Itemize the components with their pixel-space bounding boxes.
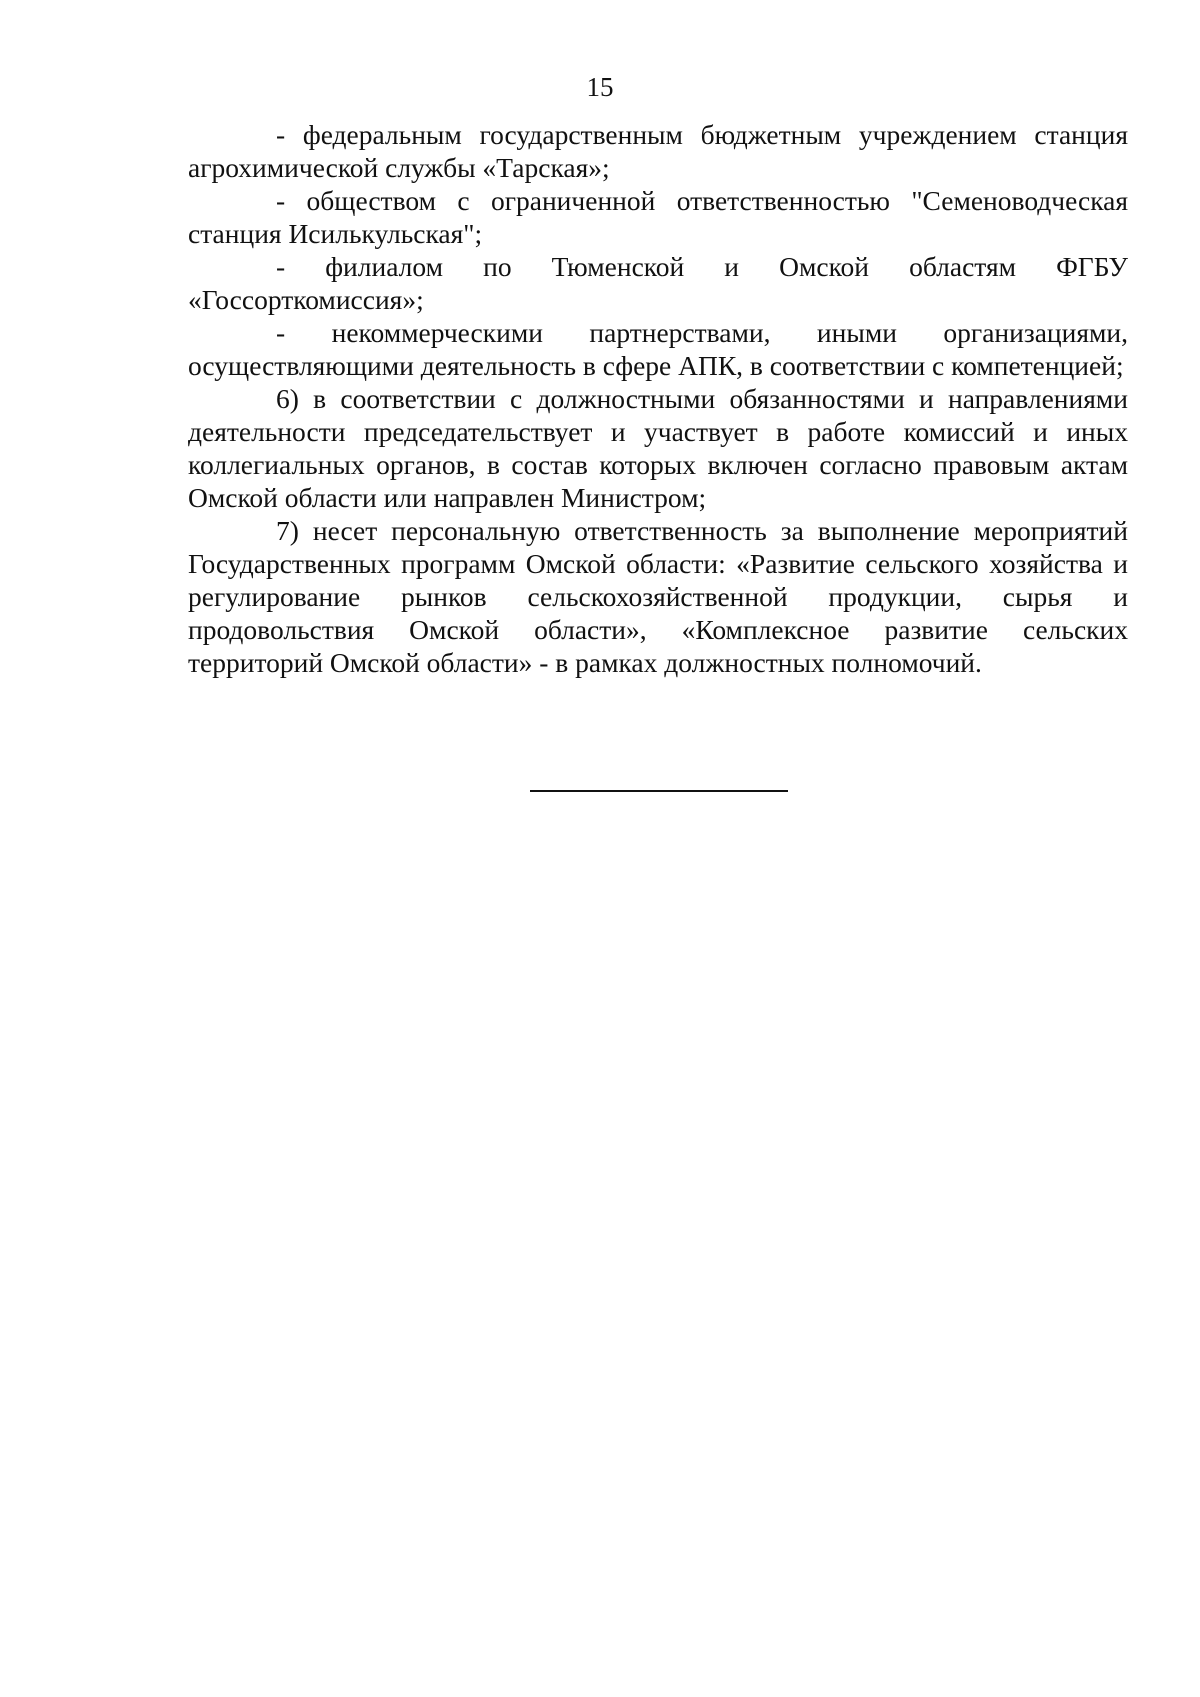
end-of-document-rule [530, 790, 788, 792]
paragraph-item-6: 6) в соответствии с должностными обязанностями и направлениями деятельности председательствует и участвует в работе комиссий и иных коллегиальных органов, в состав которых включен согласно правовым актам Омской области или направлен Министром; [188, 383, 1128, 513]
paragraph-gossortkomissiya: - филиалом по Тюменской и Омской областям ФГБУ «Госсорткомиссия»; [188, 251, 1128, 315]
document-body [188, 118, 1128, 679]
paragraph-tarskaya: - федеральным государственным бюджетным учреждением станция агрохимической службы «Тарская»; [188, 119, 1128, 183]
paragraph-item-7: 7) несет персональную ответственность за выполнение мероприятий Государственных программ Омской области: «Развитие сельского хозяйства и регулирование рынков сельскохозяйственной продукции, сырья и продовольствия Омской области», «Комплексное развитие сельских территорий Омской области» - в рамках должностных полномочий. [188, 515, 1128, 678]
paragraph-isilkulskaya: - обществом с ограниченной ответственностью "Семеноводческая станция Исилькульская"; [188, 185, 1128, 249]
page-number: 15 [586, 72, 614, 102]
paragraph-nonprofit-partnerships: - некоммерческими партнерствами, иными организациями, осуществляющими деятельность в сфере АПК, в соответствии с компетенцией; [188, 317, 1128, 381]
